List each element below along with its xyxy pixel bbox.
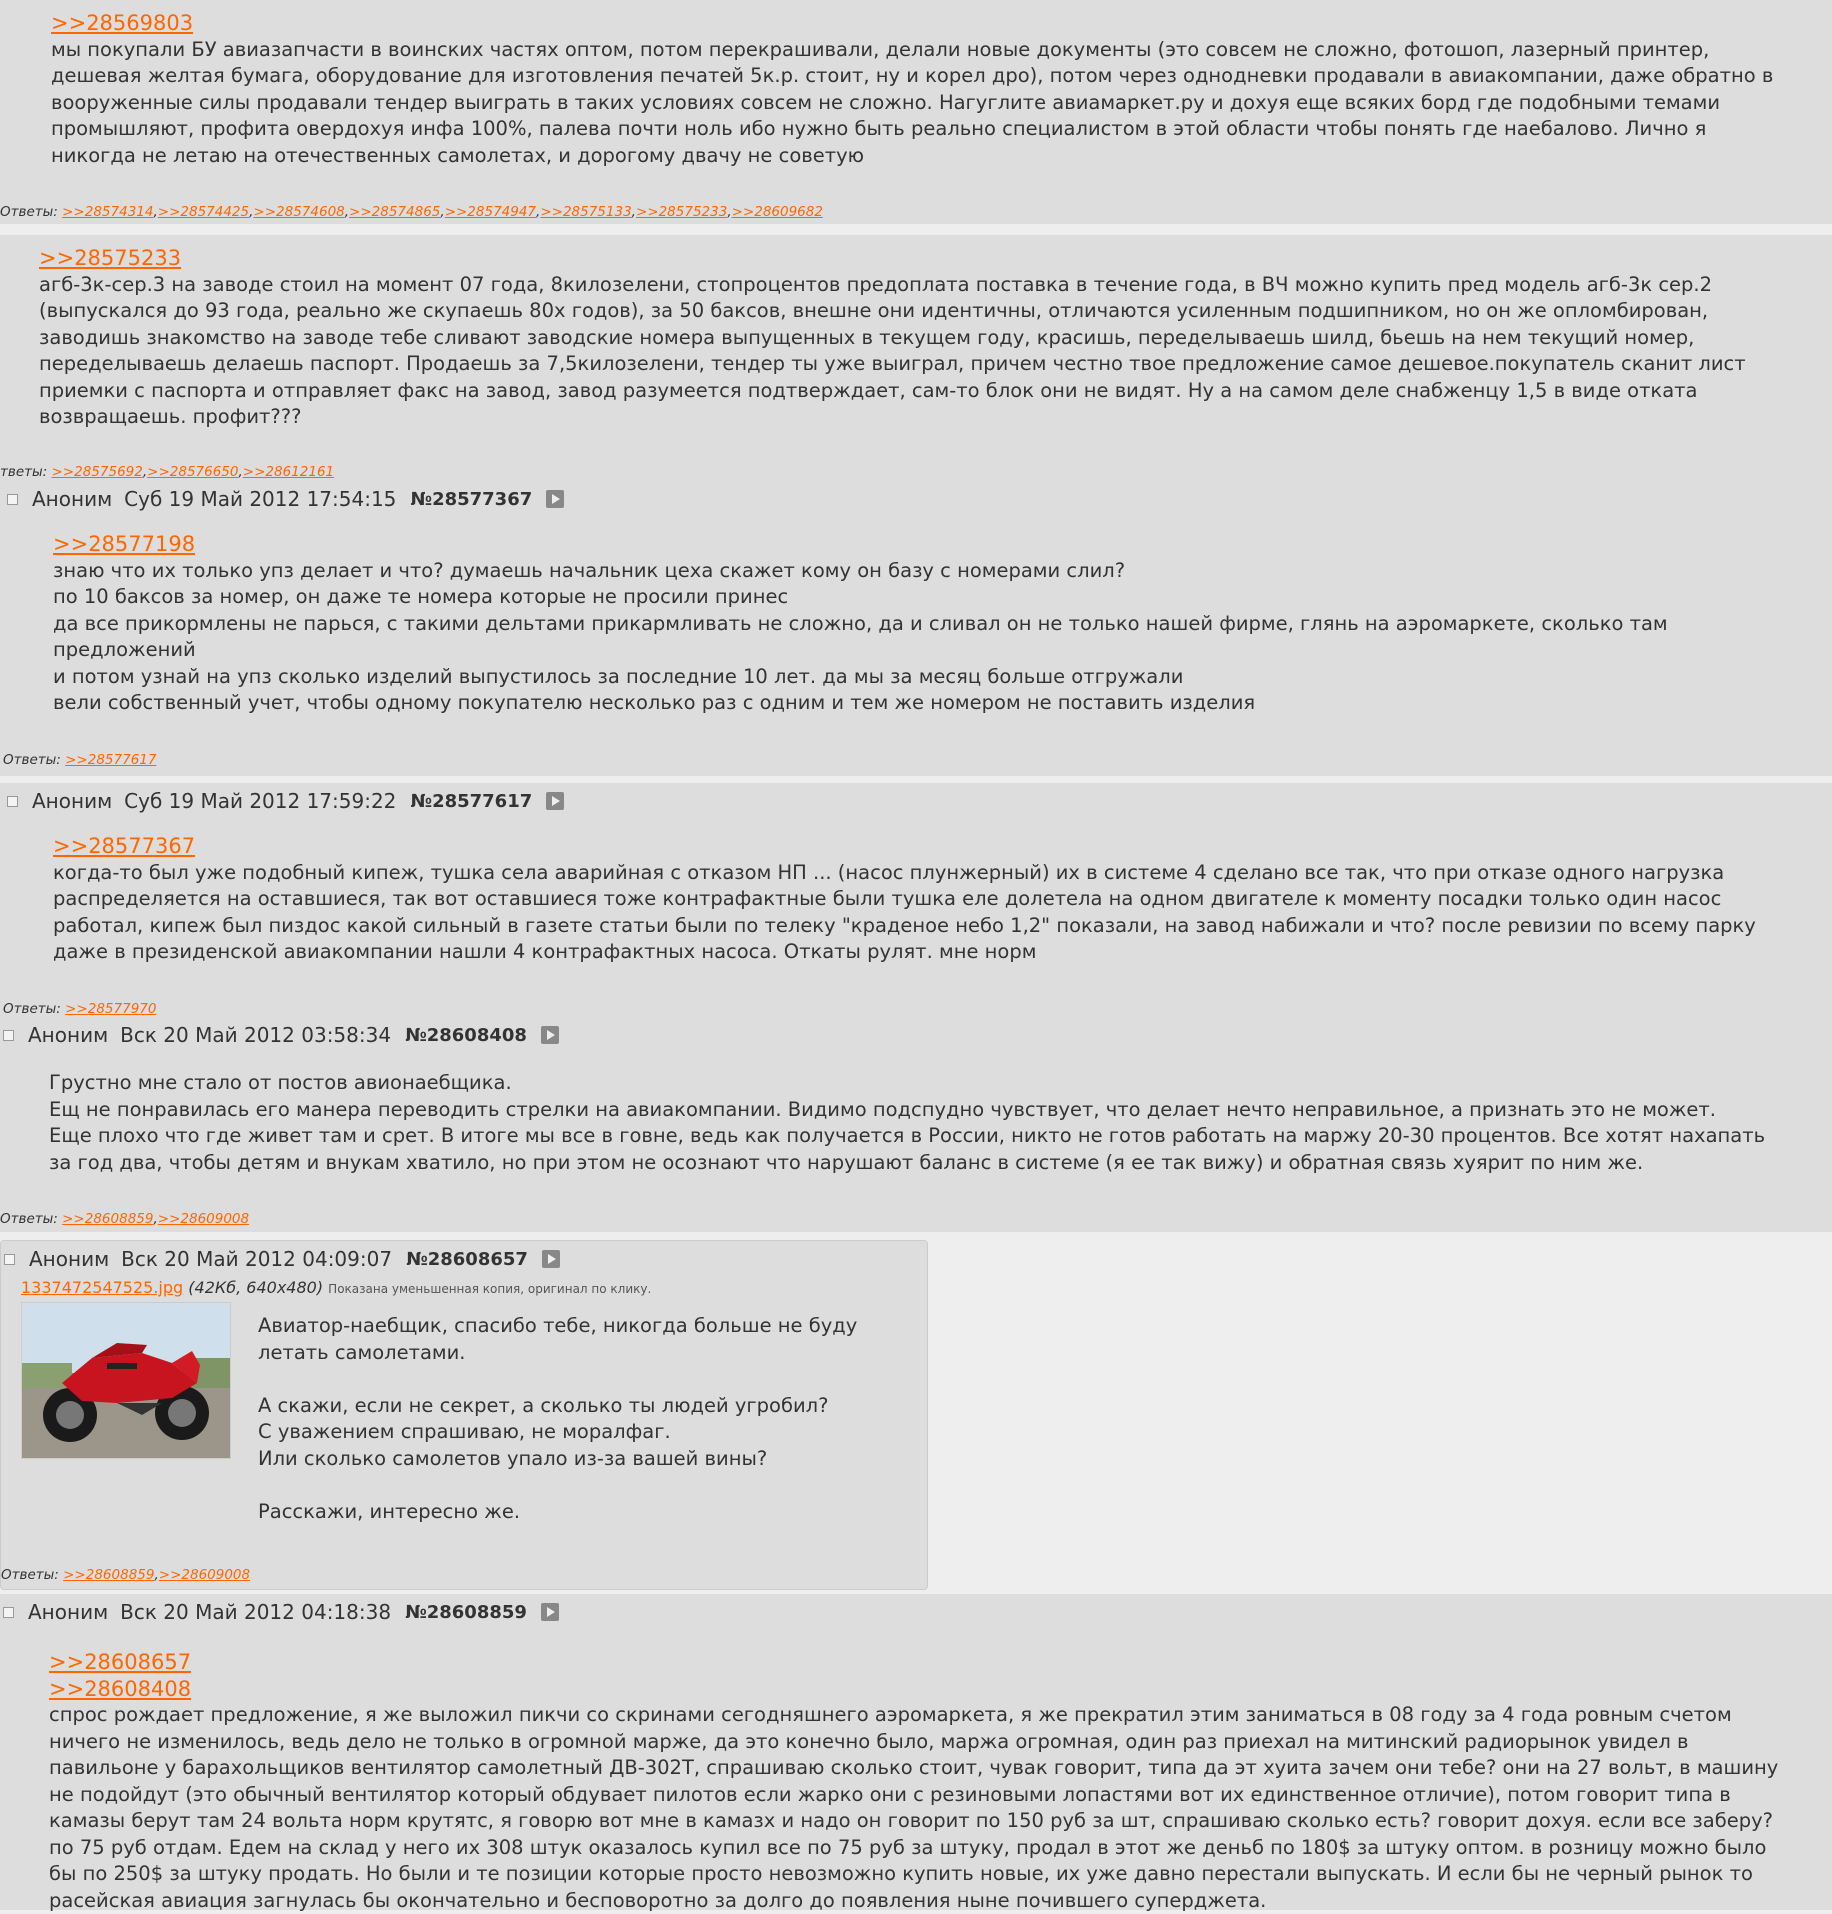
expand-arrow-icon[interactable]: [546, 490, 564, 508]
post-body: [49, 1070, 1824, 1176]
file-meta: (42Кб, 640x480): [188, 1278, 324, 1297]
post-number[interactable]: №28608657: [406, 1248, 528, 1270]
post-header: [4, 1247, 560, 1271]
poster-name: Аноним: [32, 487, 113, 511]
quote-link[interactable]: >>28608408: [49, 1676, 192, 1701]
poster-name: Аноним: [28, 1600, 109, 1624]
motorcycle-thumbnail[interactable]: [21, 1302, 231, 1459]
quote-link[interactable]: >>28608657: [49, 1650, 192, 1674]
replies-list: [3, 1001, 156, 1017]
reply-link[interactable]: >>28574865: [349, 204, 441, 220]
post-body: [51, 10, 1811, 169]
post-text: агб-3к-сер.3 на заводе стоил на момент 07 года, 8килозелени, стопроцентов предоплата поставка в течение года, в ВЧ можно купить пред модель агб-3к сер.2 (выпускался до 93 года, реально же скупаешь 80х годов), за 50 баксов, внешне они идентичны, отличаются усиленным подшипником, но он же опломбирован, заводишь знакомство на заводе тебе сливают заводские номера выпущенных в текущем году, красишь, переделываешь шилд, бьешь на нем текущий номер, переделываешь делаешь паспорт. Продаешь за 7,5килозелени, тендер ты уже выиграл, причем честно твое предложение самое дешевое.покупатель сканит лист приемки с паспорта и отправляет факс на завод, завод разумеется подтверждает, сам-то блок они не видят. Ну а на самом деле снабженцу 1,5 в виде отката возвращаешь. профит???: [39, 272, 1746, 428]
post-date: Вск 20 Май 2012 03:58:34: [120, 1023, 392, 1047]
replies-list: Ответы: >>28608859,>>28609008: [0, 1211, 250, 1227]
post-number[interactable]: №28608408: [405, 1024, 527, 1046]
post-28608657: [0, 1240, 928, 1590]
reply-link[interactable]: >>28575133: [540, 204, 632, 220]
quote-link[interactable]: >>28577198: [53, 532, 196, 556]
reply-link[interactable]: >>28609008: [157, 1211, 250, 1227]
reply-link[interactable]: >>28574314: [62, 204, 154, 220]
replies-list: Ответы: >>28574314,>>28574425,>>28574608,>>28574865,>>28574947,>>28575133,>>28575233,>>28609682: [0, 204, 823, 220]
file-link[interactable]: 1337472547525.jpg: [21, 1278, 184, 1297]
replies-label: Ответы:: [1, 1567, 59, 1583]
replies-label: тветы:: [0, 464, 48, 480]
post-header: [3, 1600, 559, 1624]
reply-link[interactable]: >>28609008: [158, 1567, 251, 1583]
post-checkbox[interactable]: [3, 1607, 14, 1618]
quote-link[interactable]: >>28577367: [53, 834, 196, 858]
quote-link[interactable]: >>28575233: [39, 246, 182, 270]
post-text: когда-то был уже подобный кипеж, тушка села аварийная с отказом НП ... (насос плунжерный) их в системе 4 сделано все так, что при отказе одного нагрузка распределяется на оставшиеся, так вот оставшиеся тоже контрафактные были тушка еле долетела на одном двигателе к моменту посадки только один насос работал, кипеж был пиздос какой сильный в газете статьи были по телеку "краденое небо 1,2" показали, на завод набижали и что? после ревизии по всему парку даже в президенской авиакомпании нашли 4 контрафактных насоса. Откаты рулят. мне норм: [53, 860, 1756, 963]
post-text: мы покупали БУ авиазапчасти в воинских частях оптом, потом перекрашивали, делали новые документы (это совсем не сложно, фотошоп, лазерный принтер, дешевая желтая бумага, оборудование для изготовления печатей 5к.р. стоит, ну и корел дро), потом через однодневки продавали в авиакомпании, даже обратно в вооруженные силы продавали тендер выиграть в таких условиях совсем не сложно. Нагуглите авиамаркет.ру и дохуя еще всяких борд где подобными темами промышляют, профита овердохуя инфа 100%, палева почти ноль ибо нужно быть реально специалистом в этой области чтобы понять где наебалово. Лично я никогда не летаю на отечественных самолетах, и дорогому двачу не советую: [51, 37, 1774, 167]
thumbnail-note: Показана уменьшенная копия, оригинал по клику.: [328, 1282, 652, 1296]
post-body: [53, 531, 1813, 717]
quote-link[interactable]: >>28569803: [51, 11, 194, 35]
post-28575233-reply: [0, 235, 1832, 481]
reply-link[interactable]: >>28574947: [444, 204, 537, 220]
reply-link[interactable]: >>28609682: [731, 204, 823, 220]
post-date: Вск 20 Май 2012 04:18:38: [120, 1600, 392, 1624]
post-28608408: [0, 1017, 1832, 1232]
post-28569803-reply: [0, 0, 1832, 224]
reply-link[interactable]: >>28574425: [157, 204, 250, 220]
replies-label: Ответы:: [3, 752, 61, 768]
post-28577617: [0, 783, 1832, 1017]
replies-list: тветы: >>28575692,>>28576650,>>28612161: [0, 464, 335, 480]
post-number[interactable]: №28608859: [405, 1601, 527, 1623]
post-header: [3, 1023, 559, 1047]
reply-link[interactable]: >>28576650: [147, 464, 239, 480]
reply-link[interactable]: >>28608859: [63, 1567, 155, 1583]
post-header: [7, 789, 564, 813]
replies-list: [3, 752, 156, 768]
post-header: [7, 487, 564, 511]
replies-label: Ответы:: [0, 1211, 58, 1227]
reply-link[interactable]: >>28612161: [242, 464, 335, 480]
reply-link[interactable]: >>28608859: [62, 1211, 154, 1227]
post-text: спрос рождает предложение, я же выложил пикчи со скринами сегодняшнего аэромаркета, я же прекратил этим заниматься в 08 году за 4 года ровным счетом ничего не изменилось, ведь дело не только в огромной марже, да это конечно было, маржа огромная, один раз приехал на митинский радиорынок увидел в павильоне у барахольщиков вентилятор самолетный ДВ-302Т, спрашиваю сколько стоит, чувак говорит, типа да эт хуита зачем они тебе? они на 27 вольт, в машину не подойдут (это обычный вентилятор который обдувает пилотов если жарко они с резиновыми лопастями вот их единственное отличие), потом говорит типа в камазы берут там 24 вольта норм крутятс, я говорю вот мне в камазх и надо он говорит по 150 руб за шт, спрашиваю сколько есть? говорит дохуя. если все заберу? по 75 руб отдам. Едем на склад у него их 308 штук оказалось купил все по 75 руб за штуку, продал в этот же деньб по 180$ за штуку оптом. в розницу можно было бы по 250$ за штуку продать. Но были и те позиции которые просто невозможно купить новые, их уже давно перестали выпускать. И если бы не черный рынок то расейская авиация загнулась бы окончательно и бесповоротно за долго до появления ныне почившего суперджета.: [49, 1703, 1779, 1912]
poster-name: Аноним: [28, 1023, 109, 1047]
expand-arrow-icon[interactable]: [541, 1026, 559, 1044]
poster-name: Аноним: [32, 789, 113, 813]
post-number[interactable]: №28577367: [410, 488, 533, 510]
post-body: [53, 833, 1823, 966]
post-date: Суб 19 Май 2012 17:59:22: [124, 789, 397, 813]
post-28608859: [0, 1594, 1832, 1910]
expand-arrow-icon[interactable]: [546, 792, 564, 810]
post-checkbox[interactable]: [7, 494, 18, 505]
reply-link[interactable]: >>28577617: [65, 752, 157, 768]
post-body: [258, 1313, 908, 1525]
post-body: [49, 1649, 1824, 1914]
post-text: знаю что их только упз делает и что? думаешь начальник цеха скажет кому он базу с номерами слил? по 10 баксов за номер, он даже те номера которые не просили принес да все прикормлены не парься, с такими дельтами прикармливать не сложно, да и сливал он не только нашей фирме, глянь на аэромаркете, сколько там предложений и потом узнай на упз сколько изделий выпустилось за последние 10 лет. да мы за месяц больше отгружали вели собственный учет, чтобы одному покупателю несколько раз с одним и тем же номером не поставить изделия: [53, 558, 1668, 714]
replies-label: Ответы:: [3, 1001, 61, 1017]
post-28577367: [0, 481, 1832, 776]
expand-arrow-icon[interactable]: [541, 1603, 559, 1621]
post-checkbox[interactable]: [3, 1030, 14, 1041]
expand-arrow-icon[interactable]: [542, 1250, 560, 1268]
post-checkbox[interactable]: [4, 1254, 15, 1265]
post-body: [39, 245, 1819, 431]
reply-link[interactable]: >>28575233: [635, 204, 728, 220]
file-info: [21, 1278, 651, 1297]
post-number[interactable]: №28577617: [410, 790, 533, 812]
reply-link[interactable]: >>28575692: [51, 464, 143, 480]
reply-link[interactable]: >>28574608: [253, 204, 345, 220]
replies-label: Ответы:: [0, 204, 58, 220]
post-text: Грустно мне стало от постов авионаебщика. Ещ не понравилась его манера переводить стрелки на авиакомпании. Видимо подспудно чувствует, что делает нечто неправильное, а признать это не может. Еще плохо что где живет там и срет. В итоге мы все в говне, ведь как получается в России, никто не готов работать на маржу 20-30 процентов. Все хотят нахапать за год два, чтобы детям и внукам хватило, но при этом не осознают что нарушают баланс в системе (я ее так вижу) и обратная связь хуярит по ним же.: [49, 1071, 1766, 1174]
replies-list: Ответы: >>28608859,>>28609008: [1, 1567, 251, 1583]
poster-name: Аноним: [29, 1247, 110, 1271]
post-date: Вск 20 Май 2012 04:09:07: [121, 1247, 393, 1271]
post-checkbox[interactable]: [7, 796, 18, 807]
post-text: Авиатор-наебщик, спасибо тебе, никогда больше не буду летать самолетами. А скажи, если не секрет, а сколько ты людей угробил? С уважением спрашиваю, не моралфаг. Или сколько самолетов упало из-за вашей вины? Расскажи, интересно же.: [258, 1314, 858, 1523]
post-date: Суб 19 Май 2012 17:54:15: [124, 487, 397, 511]
reply-link[interactable]: >>28577970: [65, 1001, 157, 1017]
